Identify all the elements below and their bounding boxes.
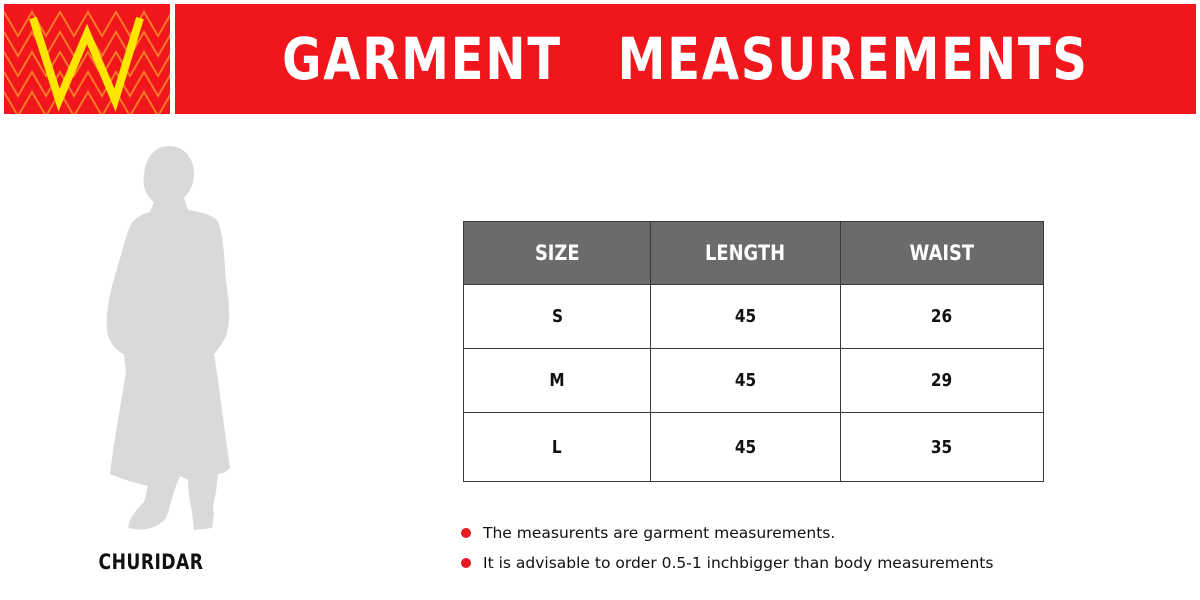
table-row: [464, 285, 1044, 349]
size-cell: L: [464, 413, 651, 482]
logo-pattern: [4, 4, 170, 114]
column-header-length: LENGTH: [651, 222, 841, 285]
waist-cell: 29: [841, 349, 1044, 413]
size-chart-table: [463, 221, 1044, 482]
brand-logo: [4, 4, 170, 114]
notes-list: [460, 518, 993, 578]
bullet-icon: [461, 528, 471, 538]
list-item: [460, 548, 993, 578]
length-cell: 45: [651, 285, 841, 349]
list-item: [460, 518, 993, 548]
table-row: [464, 349, 1044, 413]
column-header-size: SIZE: [464, 222, 651, 285]
woman-silhouette-icon: [84, 140, 244, 540]
waist-cell: 26: [841, 285, 1044, 349]
length-cell: 45: [651, 349, 841, 413]
note-text: The measurents are garment measurements.: [483, 524, 836, 542]
table-row: [464, 413, 1044, 482]
length-cell: 45: [651, 413, 841, 482]
title-bar: [175, 4, 1196, 114]
product-name: CHURIDAR: [98, 550, 204, 574]
table-header-row: [464, 222, 1044, 285]
column-header-waist: WAIST: [841, 222, 1044, 285]
size-cell: M: [464, 349, 651, 413]
waist-cell: 35: [841, 413, 1044, 482]
page-title: GARMENT MEASUREMENTS: [282, 25, 1089, 93]
note-text: It is advisable to order 0.5-1 inchbigger than body measurements: [483, 554, 994, 572]
bullet-icon: [461, 558, 471, 568]
size-cell: S: [464, 285, 651, 349]
